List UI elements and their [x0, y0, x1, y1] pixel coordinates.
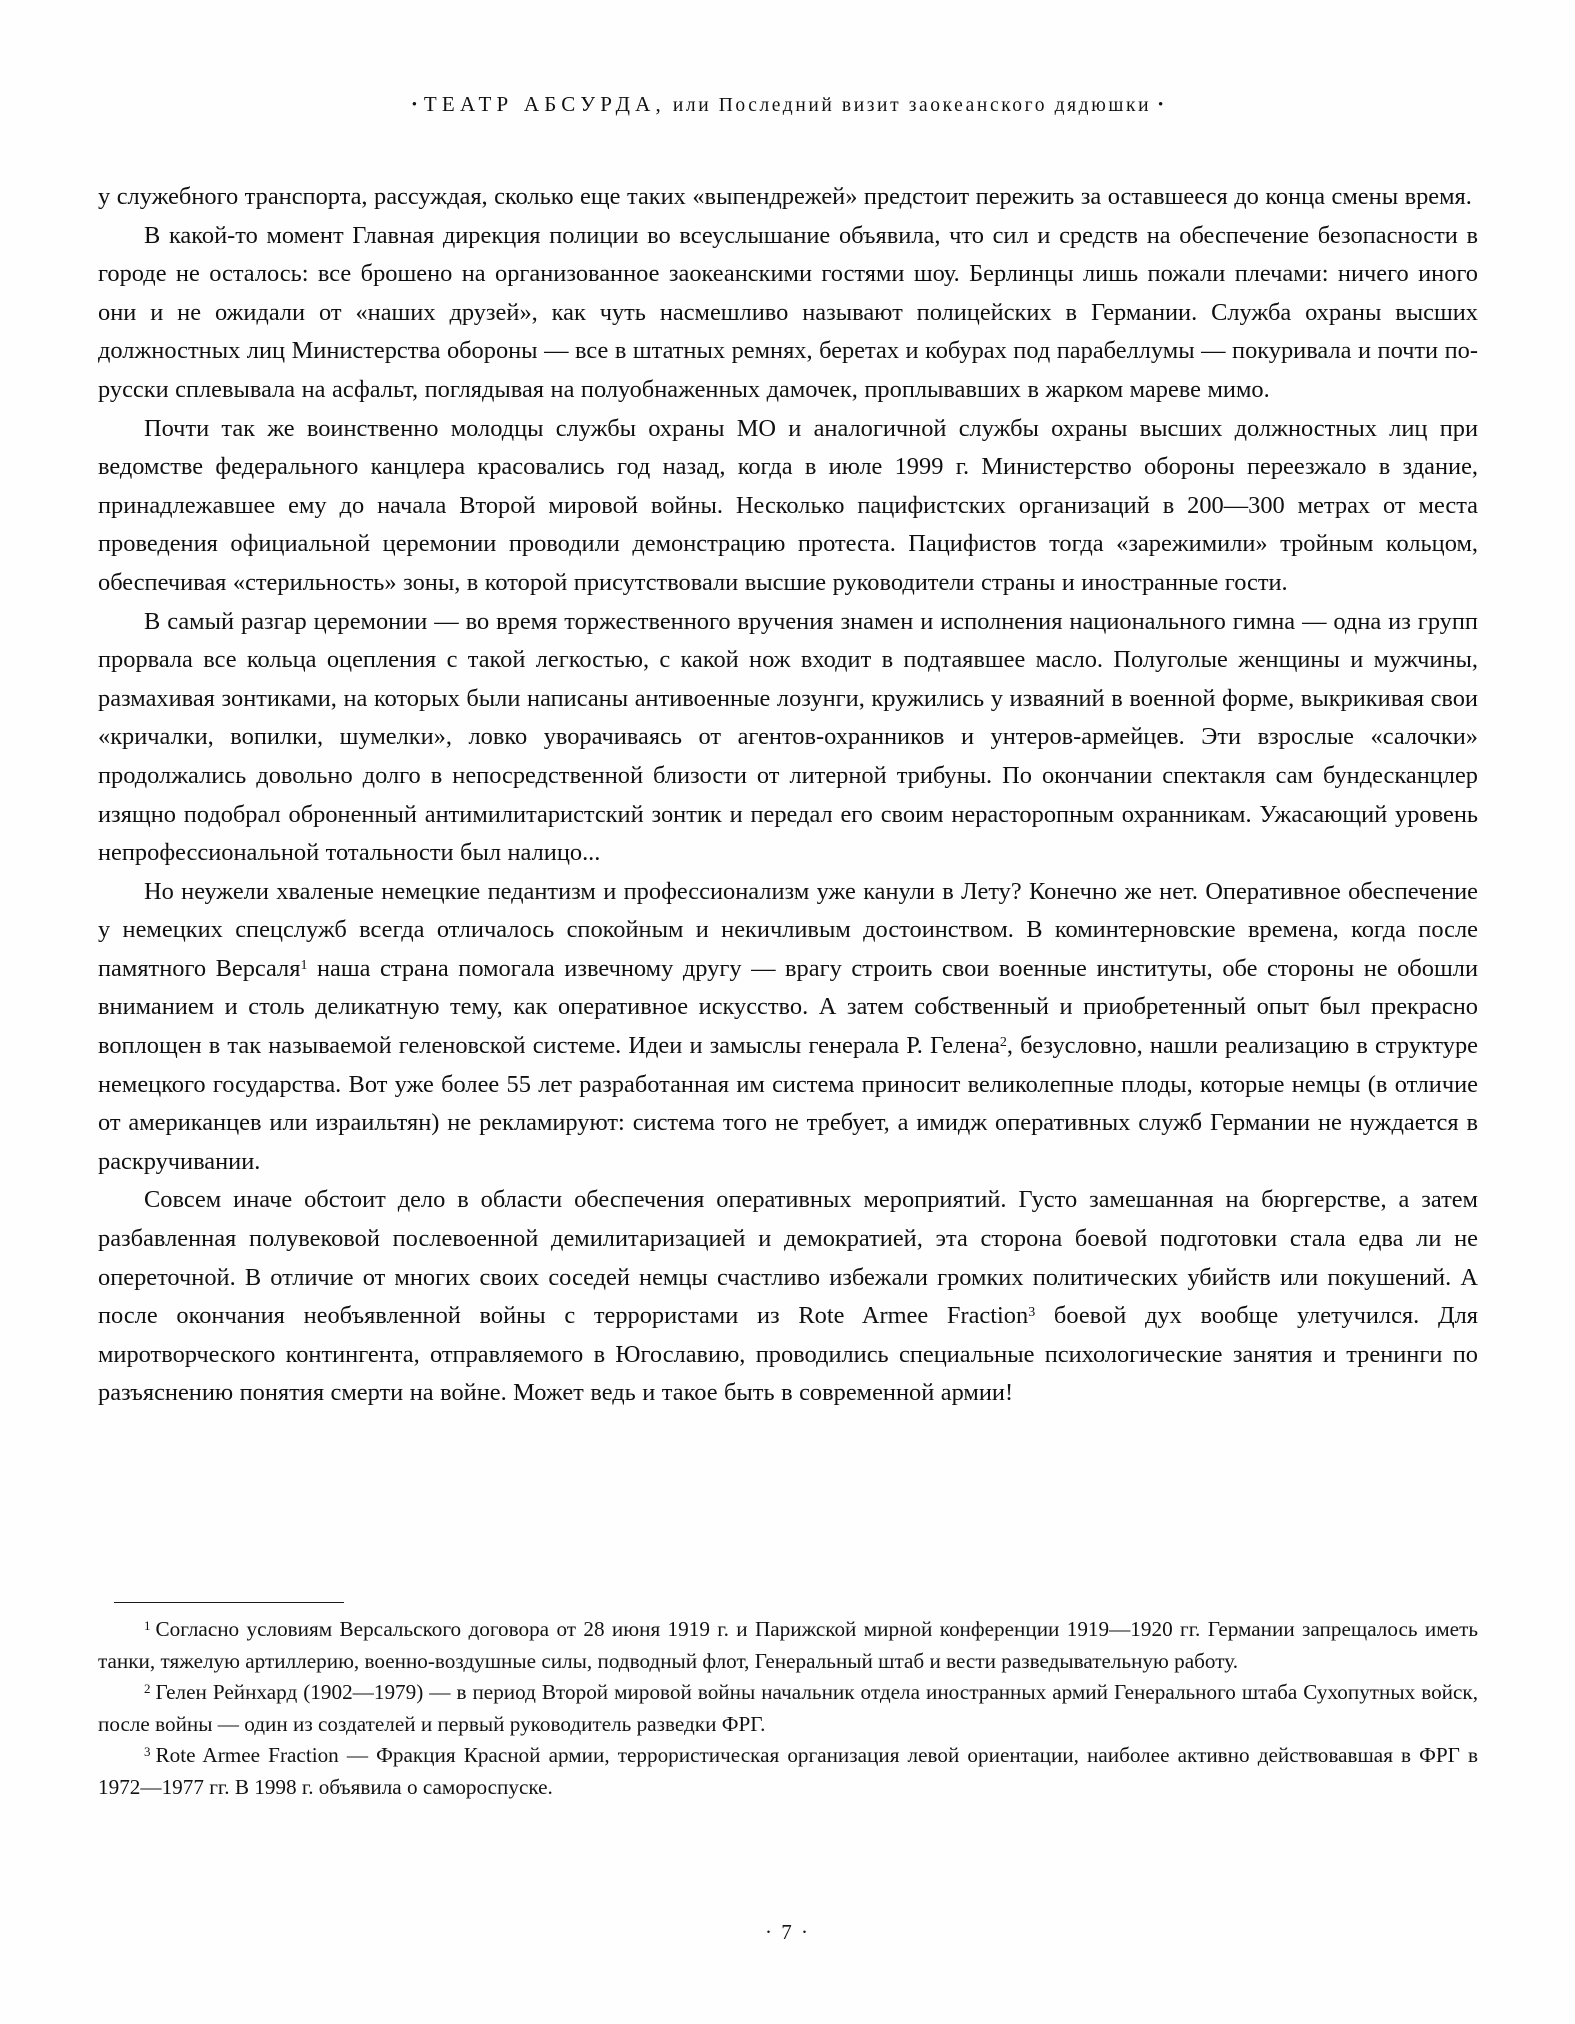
- footnote-ref-2[interactable]: 2: [999, 1035, 1007, 1051]
- footnote-ref-3[interactable]: 3: [1028, 1305, 1036, 1321]
- paragraph-operational-measures: [98, 1181, 1478, 1413]
- footnote-text: Гелен Рейнхард (1902—1979) — в период Второй мировой войны начальник отдела иностранных армий Генерального штаба Сухопутных войск, после войны — один из создателей и первый руководитель разведки ФРГ.: [98, 1680, 1478, 1736]
- paragraph-continuation: у служебного транспорта, рассуждая, сколько еще таких «выпендрежей» предстоит пережить за оставшееся до конца смены время.: [98, 183, 1472, 210]
- body-text-block: [98, 178, 1478, 1413]
- footnote-separator-rule: [114, 1602, 344, 1603]
- paragraph-text-part-b: боевой дух вообще улетучился. Для миротворческого контингента, отправляемого в Югославию, проводились специальные психологические занятия и тренинги по разъяснению понятия смерти на войне. Может ведь и такое быть в современной армии!: [98, 1302, 1478, 1407]
- footnote-item: [98, 1677, 1478, 1740]
- footnote-text: Rote Armee Fraction — Фракция Красной армии, террористическая организация левой ориентации, наиболее активно действовавшая в ФРГ в 1972—1977 гг. В 1998 г. объявила о самороспуске.: [98, 1743, 1478, 1799]
- paragraph-text-part-a: Совсем иначе обстоит дело в области обеспечения оперативных мероприятий. Густо замешанная на бюргерстве, а затем разбавленная полувековой послевоенной демилитаризацией и демократией, эта сторона боевой подготовки стала едва ли не опереточной. В отличие от многих своих соседей немцы счастливо избежали громких политических убийств или покушений. А после окончания необъявленной войны с террористами из Rote Armee Fraction: [98, 1186, 1478, 1330]
- footnotes-section: [98, 1602, 1478, 1804]
- running-header: [150, 92, 1425, 117]
- header-title-caps: ТЕАТР АБСУРДА,: [423, 92, 666, 116]
- paragraph-text-part-b: наша страна помогала извечному другу — врагу строить свои военные институты, обе стороны не обошли вниманием и столь деликатную тему, как оперативное искусство. А затем собственный и приобретенный опыт был прекрасно воплощен в так называемой геленовской системе. Идеи и замыслы генерала Р. Гелена: [98, 954, 1478, 1060]
- paragraph-ministry-move: Почти так же воинственно молодцы службы охраны МО и аналогичной службы охраны высших должностных лиц при ведомстве федерального канцлера красовались год назад, когда в июле 1999 г. Министерство обороны переезжало в здание, принадлежавшее ему до начала Второй мировой войны. Несколько пацифистских организаций в 200—300 метрах от места проведения официальной церемонии проводили демонстрацию протеста. Пацифистов тогда «зарежимили» тройным кольцом, обеспечивая «стерильность» зоны, в которой присутствовали высшие руководители страны и иностранные гости.: [98, 414, 1478, 596]
- paragraph-text-part-a: Но неужели хваленые немецкие педантизм и профессионализм уже канули в Лету? Конечно же нет. Оперативное обеспечение у немецких спецслужб всегда отличалось спокойным и некичливым достоинством. В коминтерновские времена, когда после памятного Версаля: [98, 877, 1478, 982]
- paragraph-text-part-c: , безусловно, нашли реализацию в структуре немецкого государства. Вот уже более 55 лет разработанная им система приносит великолепные плоды, которые немцы (в отличие от американцев или израильтян) не рекламируют: система того не требует, а имидж оперативных служб Германии не нуждается в раскручивании.: [98, 1032, 1478, 1175]
- footnote-marker: 3: [144, 1744, 151, 1760]
- paragraph-police-announcement: В какой-то момент Главная дирекция полиции во всеуслышание объявила, что сил и средств на обеспечение безопасности в городе не осталось: все брошено на организованное заокеанскими гостями шоу. Берлинцы лишь пожали плечами: ничего иного они и не ожидали от «наших друзей», как чуть насмешливо называют полицейских в Германии. Служба охраны высших должностных лиц Министерства обороны — все в штатных ремнях, беретах и кобурах под парабеллумы — покуривала и почти по-русски сплевывала на асфальт, поглядывая на полуобнаженных дамочек, проплывавших в жарком мареве мимо.: [98, 221, 1478, 403]
- footnote-marker: 1: [144, 1618, 151, 1633]
- paragraph-ceremony: В самый разгар церемонии — во время торжественного вручения знамен и исполнения национального гимна — одна из групп прорвала все кольца оцепления с такой легкостью, с какой нож входит в подтаявшее масло. Полуголые женщины и мужчины, размахивая зонтиками, на которых были написаны антивоенные лозунги, кружились у изваяний в военной форме, выкрикивая свои «кричалки, вопилки, шумелки», ловко уворачиваясь от агентов-охранников и унтеров-армейцев. Эти взрослые «салочки» продолжались довольно долго в непосредственной близости от литерной трибуны. По окончании спектакля сам бундесканцлер изящно подобрал оброненный антимилитаристский зонтик и передал его своим нерасторопным охранникам. Ужасающий уровень непрофессиональной тотальности был налицо...: [98, 607, 1478, 867]
- footnote-text: Согласно условиям Версальского договора от 28 июня 1919 г. и Парижской мирной конференции 1919—1920 гг. Германии запрещалось иметь танки, тяжелую артиллерию, военно-воздушные силы, подводный флот, Генеральный штаб и вести разведывательную работу.: [98, 1617, 1478, 1673]
- header-bullet-left: •: [411, 97, 418, 113]
- paragraph-german-services: [98, 873, 1478, 1182]
- footnote-item: [98, 1614, 1478, 1677]
- page-number: · 7 ·: [765, 1920, 810, 1944]
- footnote-ref-1[interactable]: 1: [300, 957, 308, 973]
- footnote-item: [98, 1740, 1478, 1803]
- header-title-rest: или Последний визит заокеанского дядюшки: [672, 95, 1152, 116]
- footnote-marker: 2: [144, 1681, 151, 1697]
- header-bullet-right: •: [1157, 97, 1164, 113]
